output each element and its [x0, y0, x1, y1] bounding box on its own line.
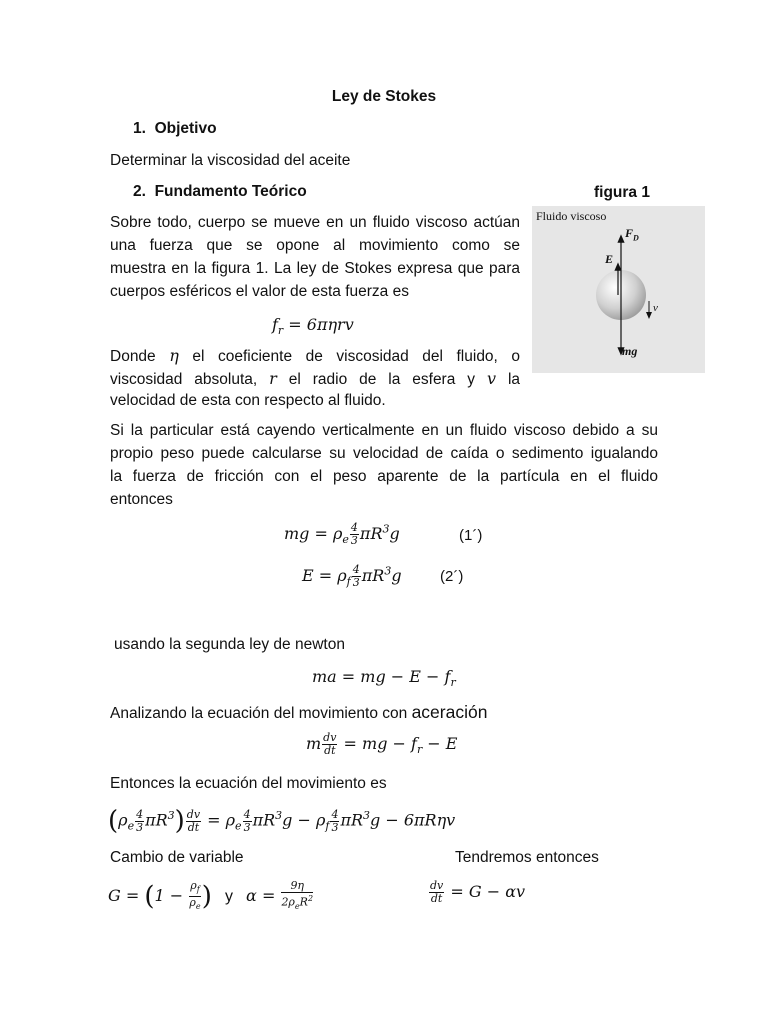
section-1-heading	[133, 120, 217, 138]
drag-force-symbol: F	[625, 226, 634, 240]
falling-line-3: la fuerza de fricción con el peso aparente de la partícula en el fluido	[110, 468, 658, 485]
figure-label: Fluido viscoso	[536, 209, 607, 223]
analysis-text	[110, 702, 487, 723]
analysis-word: aceración	[411, 702, 488, 722]
buoyancy-label: E	[605, 252, 614, 266]
final-equation: $\frac{dv}{dt}$ = G − αv	[430, 879, 526, 905]
then-text: Tendremos entonces	[455, 849, 599, 866]
buoyancy-equation: $E = \rho_f$ $\frac{4}{3}$ $\pi R^3g$	[302, 563, 402, 589]
intro-line-3: muestra en la figura 1. La ley de Stokes expresa que para	[110, 260, 520, 277]
newton-equation-body: ma = mg − E − f	[312, 667, 451, 686]
section-2-title: Fundamento Teórico	[154, 183, 307, 200]
section-2-heading	[133, 183, 307, 201]
intro-line-1: Sobre todo, cuerpo se mueve en un fluido viscoso actúan	[110, 214, 520, 231]
figure-caption: figura 1	[594, 184, 650, 201]
definition-text: viscosidad absoluta,	[110, 371, 258, 388]
definition-line-1	[110, 346, 520, 369]
velocity-symbol: v	[486, 369, 497, 388]
radius-symbol: r	[269, 369, 277, 388]
page-title: Ley de Stokes	[331, 88, 437, 105]
eta-symbol: η	[169, 346, 179, 365]
definition-line-2	[110, 369, 520, 392]
change-variable-text: Cambio de variable	[110, 849, 244, 866]
section-1-number: 1.	[133, 120, 146, 137]
objective-text: Determinar la viscosidad del aceite	[110, 152, 351, 169]
motion-equation: ($\rho_e$ $\frac{4}{3}$ $\pi R^3$) $\frac{dv}{dt}$ = $\rho_e$ $\frac{4}{3}$ $\pi R^3g - \rho_f$ $\frac{4}{3}$ $\pi R^3g - 6\pi R\eta v$	[108, 806, 456, 836]
g-definition: G = (1 − $\frac{\rho_f}{\rho_e}$ ) y α = $\frac{9\eta}{2\rho_eR^2}$	[108, 879, 314, 912]
stokes-equation: $f_r = 6\pi\eta rv$	[272, 315, 354, 338]
velocity-label: v	[653, 302, 658, 314]
definition-word: Donde	[110, 348, 156, 365]
conjunction: y	[224, 888, 233, 906]
motion-text: Entonces la ecuación del movimiento es	[110, 775, 387, 792]
stokes-figure	[532, 206, 705, 373]
falling-particle-paragraph	[110, 422, 658, 514]
drag-force-label	[625, 226, 639, 242]
intro-line-2: una fuerza que se opone al movimiento como se	[110, 237, 520, 254]
newton-equation: ma = mg − $E - f_r$	[312, 667, 456, 690]
sphere-diagram	[532, 206, 705, 373]
intro-line-4: cuerpos esféricos el valor de esta fuerza es	[110, 283, 409, 300]
definition-line-3: velocidad de esta con respecto al fluido.	[110, 392, 386, 409]
stokes-equation-rhs: = 6πηrv	[288, 315, 354, 334]
equation-1-number: (1´)	[459, 527, 483, 544]
section-1-title: Objetivo	[154, 120, 217, 137]
weight-label: mg	[622, 344, 638, 358]
analysis-sentence: Analizando la ecuación del movimiento con	[110, 705, 408, 722]
falling-line-2: propio peso puede calcularse su velocidad de caída o sedimento igualando	[110, 445, 658, 462]
section-2-number: 2.	[133, 183, 146, 200]
definition-text: el radio de la esfera y	[288, 371, 476, 388]
acceleration-equation: m $\frac{dv}{dt}$ = mg − $f_r - E$	[306, 731, 458, 757]
newton-text: usando la segunda ley de newton	[114, 636, 345, 653]
equation-2-number: (2´)	[440, 568, 464, 585]
intro-paragraph	[110, 214, 520, 306]
falling-line-1: Si la particular está cayendo verticalmente en un fluido viscoso debido a su	[110, 422, 658, 439]
definition-paragraph	[110, 346, 520, 415]
drag-force-subscript: D	[633, 233, 639, 243]
falling-line-4: entonces	[110, 491, 173, 508]
definition-text: el coeficiente de viscosidad del fluido, o	[192, 348, 521, 365]
definition-text: la	[507, 371, 521, 388]
weight-equation: mg = $\rho_e$ $\frac{4}{3}$ $\pi R^3g$	[284, 521, 400, 547]
